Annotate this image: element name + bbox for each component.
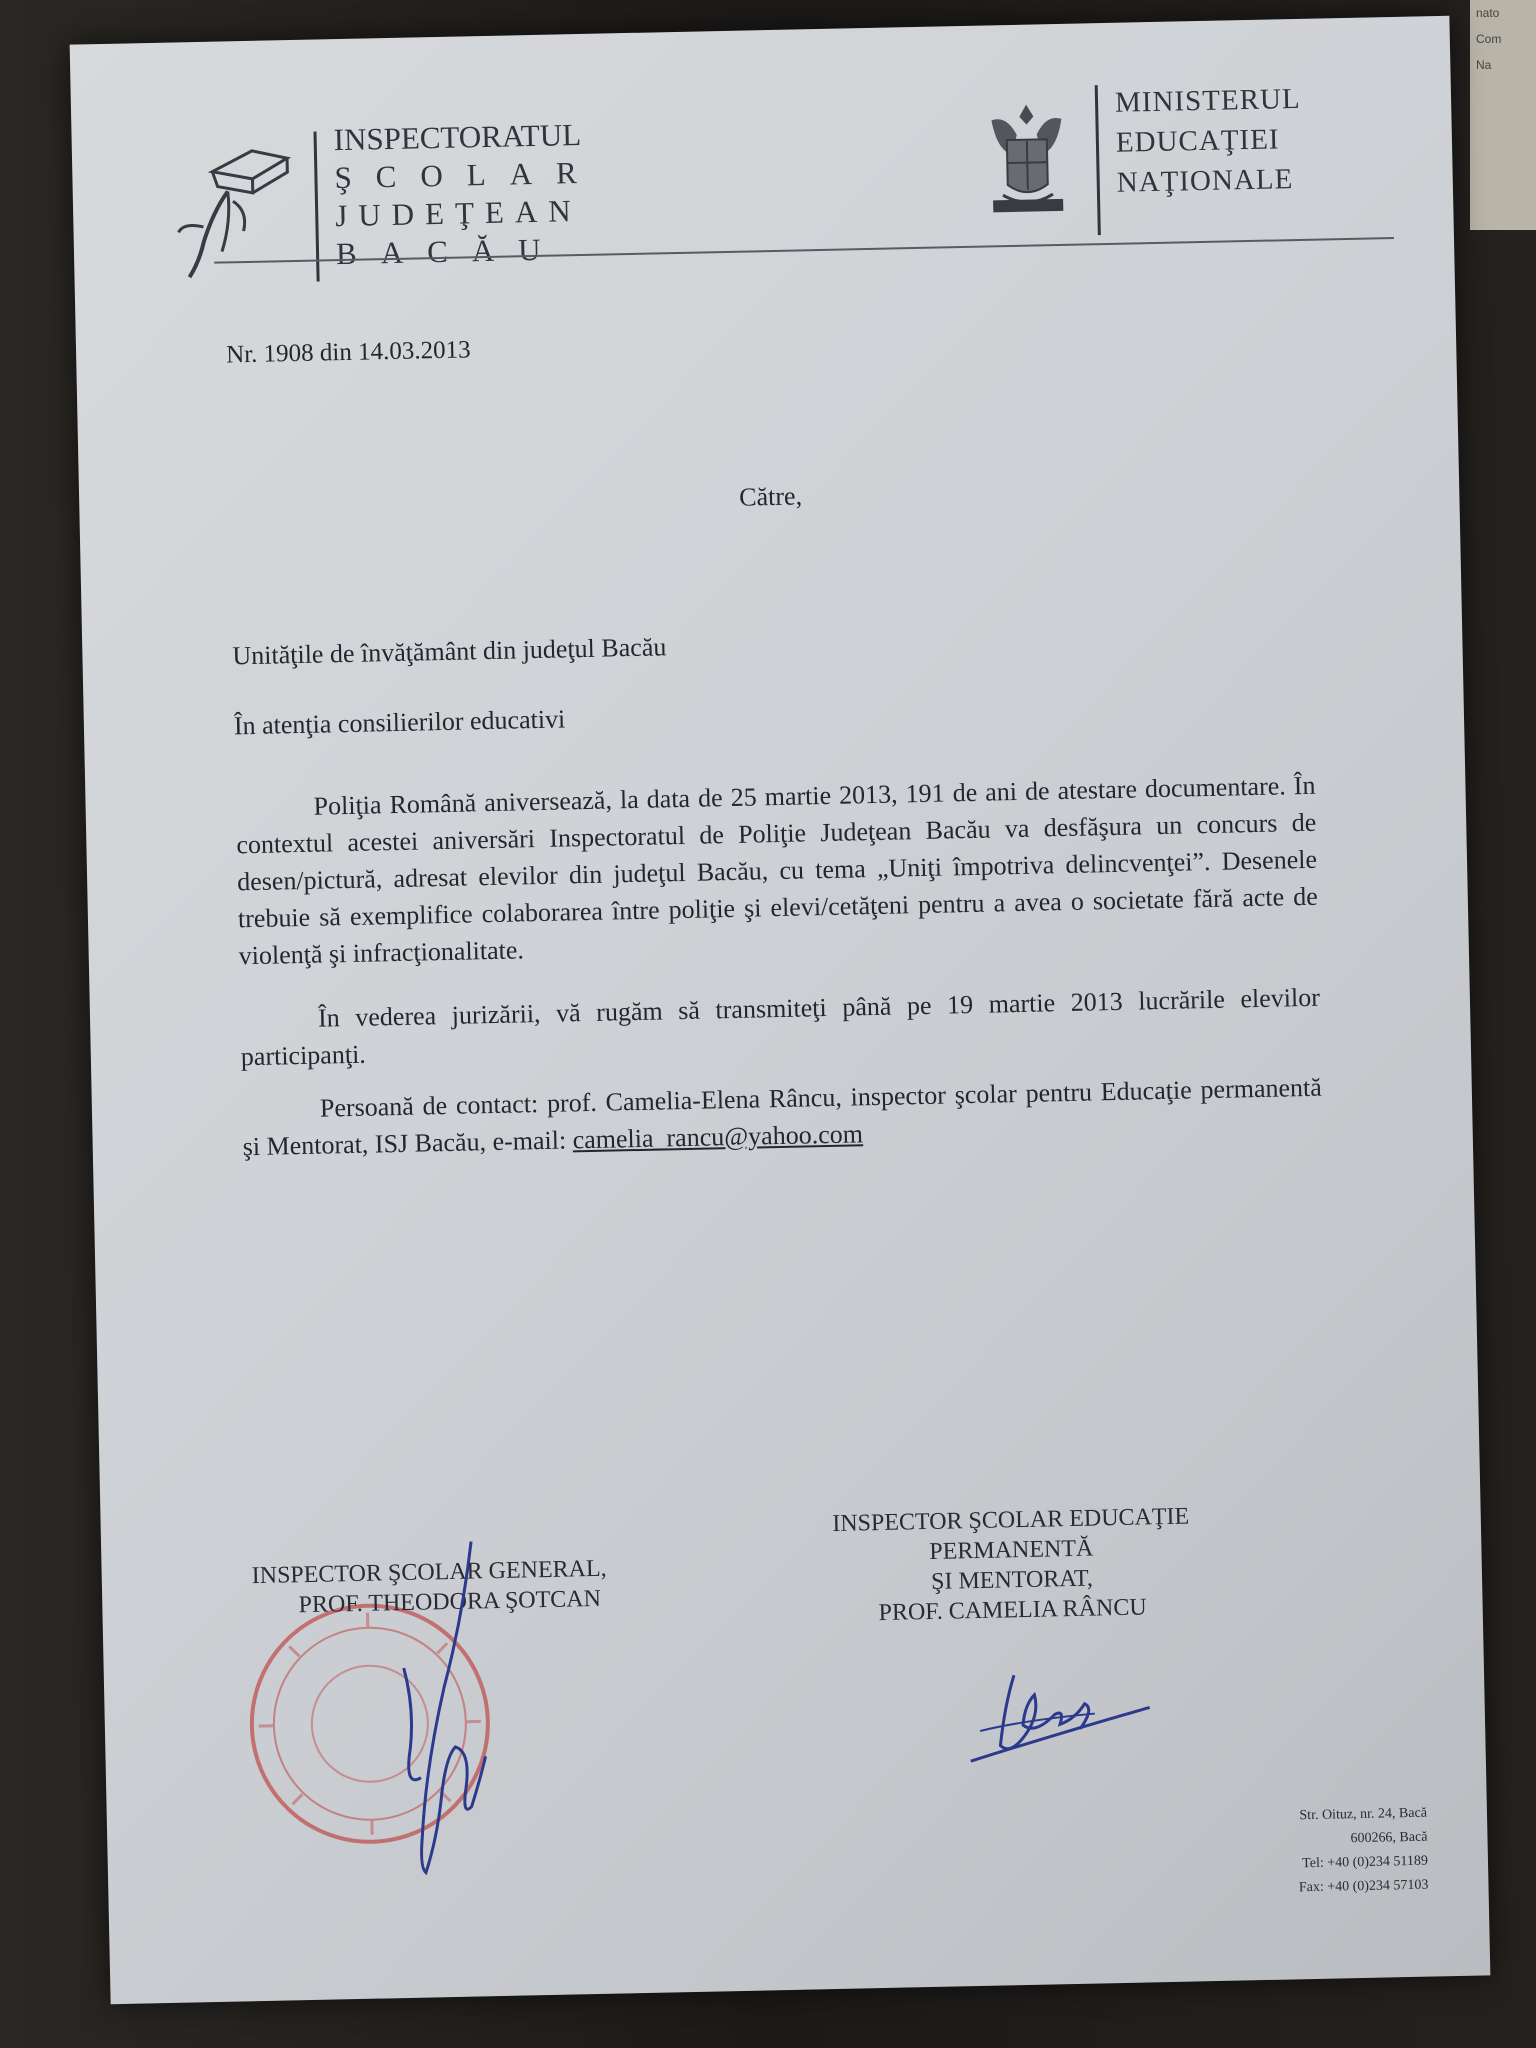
signature-title: INSPECTOR ŞCOLAR EDUCAŢIE: [832, 1503, 1190, 1538]
signature-right: [964, 1662, 1156, 1776]
ministry-line: NAŢIONALE: [1116, 163, 1294, 199]
signature-title: ŞI MENTORAT,: [930, 1565, 1094, 1595]
ministry-name: [1115, 79, 1303, 203]
paragraph-text: Poliţia Română aniversează, la data de 25 martie 2013, 191 de ani de atestare documentare. În contextul acestei aniversări Inspectoratul de Poliţie Judeţean Bacău va desfăşura un concurs de desen/pictură, adresat elevilor din judeţul Bacău, cu tema „Uniţi împotriva delincvenţei”. Desenele trebuie să exemplifice colaborarea între poliţie şi elevi/cetăţeni pentru a avea o societate fără acte de violenţă şi infracţionalitate.: [236, 770, 1319, 971]
footer-contact: [1257, 1802, 1429, 1902]
signature-name: PROF. THEODORA ŞOTCAN: [298, 1585, 602, 1619]
signature-left: [371, 1536, 508, 1879]
isj-name: [333, 116, 602, 274]
isj-line: ŞCOLAR: [334, 154, 602, 196]
salutation: Către,: [738, 481, 803, 512]
ministry-divider: [1095, 85, 1101, 235]
recipient: Unităţile de învăţământ din judeţul Bacău: [232, 632, 667, 671]
signature-title: PERMANENTĂ: [929, 1535, 1094, 1565]
reference-number: Nr. 1908 din 14.03.2013: [225, 336, 471, 369]
adjacent-paper-line: Com: [1476, 32, 1502, 46]
letter-page: [70, 16, 1491, 2004]
body-paragraph-1: [235, 767, 1319, 975]
signature-block-right: [800, 1501, 1222, 1630]
paragraph-text: În vederea jurizării, vă rugăm să transmiteţi până pe 19 martie 2013 lucrările elevilor participanţi.: [240, 982, 1321, 1072]
footer-postal: 600266, Bacă: [1350, 1829, 1428, 1847]
isj-line: JUDEŢEAN: [334, 192, 583, 234]
attention-line: În atenţia consilierilor educativi: [233, 704, 566, 741]
romania-crest-icon: [971, 93, 1084, 225]
body-paragraph-3: [242, 1069, 1323, 1166]
ministry-line: EDUCAŢIEI: [1115, 123, 1280, 159]
footer-fax: Fax: +40 (0)234 57103: [1298, 1877, 1429, 1896]
body-paragraph-2: [240, 979, 1321, 1076]
isj-line: BACĂU: [335, 231, 565, 272]
signature-title: INSPECTOR ŞCOLAR GENERAL,: [251, 1555, 607, 1590]
contact-email-link[interactable]: camelia_rancu@yahoo.com: [572, 1119, 864, 1155]
adjacent-paper: [1470, 0, 1536, 230]
ministry-line: MINISTERUL: [1114, 82, 1301, 119]
signature-name: PROF. CAMELIA RÂNCU: [878, 1594, 1147, 1627]
footer-address: Str. Oituz, nr. 24, Bacă: [1299, 1805, 1428, 1824]
contact-text: Persoană de contact: prof. Camelia-Elena Râncu, inspector şcolar pentru Educaţie permanentă şi Mentorat, ISJ Bacău, e-mail:: [242, 1072, 1323, 1162]
isj-line: INSPECTORATUL: [333, 116, 582, 158]
adjacent-paper-line: nato: [1476, 6, 1500, 20]
footer-tel: Tel: +40 (0)234 51189: [1302, 1853, 1429, 1872]
adjacent-paper-line: Na: [1476, 58, 1492, 72]
